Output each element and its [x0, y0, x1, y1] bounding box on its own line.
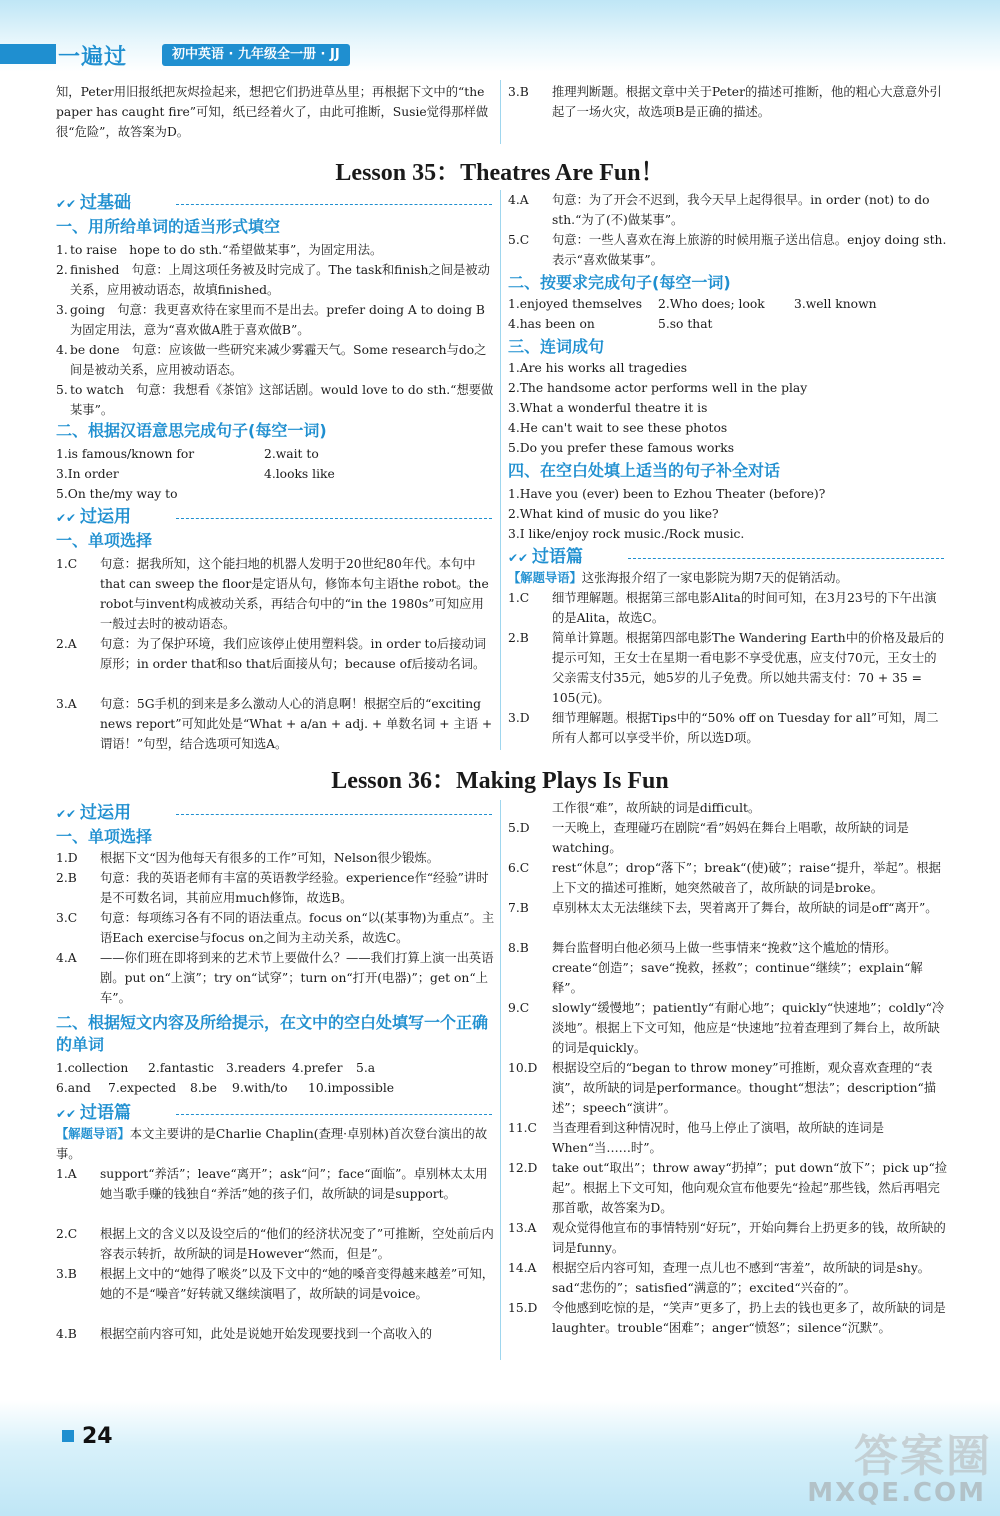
watermark: 答案圈 — [854, 1431, 992, 1482]
right-part2-list — [508, 294, 948, 334]
apply-part1-heading: 一、单项选择 — [56, 531, 153, 550]
l36-guide: 【解题导语】本文主要讲的是Charlie Chaplin(查理·卓别林)首次登台演出的故事。 — [56, 1127, 488, 1161]
section-reading-36: ✔✔ 过语篇 — [56, 1102, 492, 1124]
list-item: 4.has been on — [508, 317, 595, 331]
section-apply: ✔✔ 过运用 — [56, 506, 492, 528]
list-item: 5.so that — [658, 317, 713, 331]
list-item: 3.readers — [226, 1061, 286, 1075]
right-part3-heading: 三、连词成句 — [508, 337, 605, 356]
answer-number: 3.B — [508, 85, 529, 99]
l36-part1-list: 1.D 根据下文“因为他每天有很多的工作”可知，Nelson很少锻炼。 2.B 句意：我的英语老师有丰富的英语教学经验。experience作“经验”讲时是不可数名词，其前应用much修饰，故选B。 3.C 句意：每项练习各有不同的语法重点。focus on“以(某事物)为重点”。主语Each exercise与focus on之间为主动关系，故选C。 4.A ——你们班在即将到来的艺术节上要做什么？——我们打算上演一出英语剧。put on“上演”；try on“试穿”；turn on“打开(电器)”；get on“上车”。 — [56, 851, 495, 1005]
list-item: 3.A 句意：5G手机的到来是多么激动人心的消息啊！根据空后的“exciting news report”可知此处是“What + a/an + adj. + 单数名词 + 主语 + 谓语！”句型，结合选项可知选A。 — [56, 697, 493, 751]
right-apply-list: 4.A 句意：为了开会不迟到，我今天早上起得很早。in order (not) to do sth.“为了(不)做某事”。 5.C 句意：一些人喜欢在海上旅游的时候用瓶子送出信息。enjoy doing sth.表示“喜欢做某事”。 — [508, 193, 947, 267]
header-band — [0, 0, 1000, 72]
page-number: 24 — [82, 1424, 113, 1449]
list-item: 7.expected — [108, 1081, 177, 1095]
list-item: 2.A 句意：为了保护环境，我们应该停止使用塑料袋。in order to后接动词原形；in order that和so that后面接从句；because of后接动名词。 — [56, 637, 487, 671]
part2-heading: 二、根据汉语意思完成句子(每空一词) — [56, 421, 327, 440]
list-item: 1.enjoyed themselves — [508, 297, 643, 311]
list-item: 3.In order — [56, 467, 119, 481]
list-item: 3.I like/enjoy rock music./Rock music. — [508, 527, 745, 541]
right-part4-list — [508, 484, 948, 544]
list-item: 9.with/to — [232, 1081, 288, 1095]
column-divider-2 — [500, 190, 501, 750]
list-item: 1.Are his works all tragedies — [508, 361, 688, 375]
double-arrow-icon: ✔✔ — [508, 551, 529, 565]
double-arrow-icon: ✔✔ — [56, 197, 77, 211]
answer-text: 推理判断题。根据文章中关于Peter的描述可推断，他的粗心大意意外引起了一场火灾，故选项B是正确的描述。 — [552, 85, 942, 119]
list-item: 3.What a wonderful theatre it is — [508, 401, 708, 415]
book-tag: 初中英语 · 九年级全一册 · JJ — [162, 44, 350, 66]
right-part4-heading: 四、在空白处填上适当的句子补全对话 — [508, 461, 781, 480]
list-item: 2.Who does; look — [658, 297, 765, 311]
double-arrow-icon: ✔✔ — [56, 511, 77, 525]
list-item: 5.On the/my way to — [56, 487, 178, 501]
reading-guide: 【解题导语】这张海报介绍了一家电影院为期7天的促销活动。 — [508, 571, 848, 585]
column-divider-1 — [500, 80, 501, 144]
l36-part1-heading: 一、单项选择 — [56, 827, 153, 846]
l36-part2-heading: 二、根据短文内容及所给提示，在文中的空白处填写一个正确的单词 — [56, 1013, 489, 1054]
lesson-36-title: Lesson 36：Making Plays Is Fun — [331, 768, 669, 794]
reading-list: 1.C 细节理解题。根据第三部电影Alita的时间可知，在3月23号的下午出演的是Alita，故选C。 2.B 简单计算题。根据第四部电影The Wandering Earth中的价格及最后的提示可知，王女士在星期一看电影不享受优惠，应支付70元，王女士的父亲需支付35元，她5岁的儿子免费。所以她共需支付：70 + 35 = 105(元)。 3.D 细节理解题。根据Tips中的“50% off on Tuesday for all”可知，周二所有人都可以享受半价，所以选D项。 — [508, 591, 945, 745]
list-item: 4.He can't wait to see these photos — [508, 421, 728, 435]
list-item: 5.a — [356, 1061, 376, 1075]
l36-part2-list — [56, 1058, 496, 1098]
apply-list — [56, 554, 496, 754]
carryover-text: 知，Peter用旧报纸把灰烬捡起来，想把它们扔进草丛里；再根据下文中的“the paper has caught fire”可知，纸已经着火了，由此可推断，Susie觉得那样做很“危险”，故答案为D。 — [56, 85, 489, 139]
part1-list: 1. to raise hope to do sth.“希望做某事”，为固定用法。 2. finished 句意：上周这项任务被及时完成了。The task和finish之间是被动关系，应用被动语态，故填finished。 3. going 句意：我更喜欢待在家里而不是出去。prefer doing A to doing B为固定用法，意为“喜欢做A胜于喜欢做B”。 4. be done 句意：应该做一些研究来减少雾霾天气。Some research与do之间是被动关系，应用被动语态。 5. to watch 句意：我想看《茶馆》这部话剧。would love to do sth.“想要做某事”。 — [56, 243, 494, 417]
lesson-35-title: Lesson 35：Theatres Are Fun！ — [335, 160, 665, 186]
brand-logo: 一遍过 — [58, 45, 128, 70]
double-arrow-icon: ✔✔ — [56, 1107, 77, 1121]
part2-list — [56, 444, 496, 504]
column-divider-3 — [500, 800, 501, 1360]
list-item: 1.Have you (ever) been to Ezhou Theater (before)? — [508, 487, 826, 501]
section-basic: ✔✔ 过基础 — [56, 192, 492, 214]
section-apply-36: ✔✔ 过运用 — [56, 802, 492, 824]
list-item: 4.prefer — [292, 1061, 343, 1075]
part1-heading: 一、用所给单词的适当形式填空 — [56, 217, 281, 236]
double-arrow-icon: ✔✔ — [56, 807, 77, 821]
watermark-url: MXQE.COM — [807, 1478, 986, 1508]
right-part3-list — [508, 358, 948, 458]
page-marker — [62, 1430, 74, 1442]
l36-left-list: 1.A support“养活”；leave“离开”；ask“问”；face“面临”。卓别林太太用她当歌手赚的钱独自“养活”她的孩子们，故所缺的词是support。 2.C 根据上文的含义以及设空后的“他们的经济状况变了”可推断，空处前后内容表示转折，故所缺的词是However“然而，但是”。 3.B 根据上文中的“她得了喉炎”以及下文中的“她的嗓音变得越来越差”可知，她的不是“噪音”好转就又继续演唱了，故所缺的词是voice。 4.B 根据空前内容可知，此处是说她开始发现要找到一个高收入的 — [56, 1167, 495, 1341]
list-item: 2.wait to — [264, 447, 319, 461]
list-item: 1.C 句意：据我所知，这个能扫地的机器人发明于20世纪80年代。本句中that can sweep the floor是定语从句，修饰本句主语the robot。the robot与invent构成被动关系，再结合句中的“in the 1980s”可知应用一般过去时的被动语态。 — [56, 557, 489, 631]
l36-right-lead: 工作很“难”，故所缺的词是difficult。 — [552, 801, 761, 815]
brand-strip — [0, 44, 56, 64]
section-reading: ✔✔ 过语篇 — [508, 546, 944, 568]
list-item: 1.collection — [56, 1061, 129, 1075]
right-part2-heading: 二、按要求完成句子(每空一词) — [508, 273, 731, 292]
list-item: 2.The handsome actor performs well in the play — [508, 381, 808, 395]
list-item: 6.and — [56, 1081, 91, 1095]
list-item: 3.well known — [794, 297, 877, 311]
list-item: 8.be — [190, 1081, 217, 1095]
list-item: 4.looks like — [264, 467, 335, 481]
list-item: 2.What kind of music do you like? — [508, 507, 719, 521]
list-item: 2.fantastic — [148, 1061, 214, 1075]
list-item: 5.Do you prefer these famous works — [508, 441, 735, 455]
list-item: 1.is famous/known for — [56, 447, 195, 461]
list-item: 10.impossible — [308, 1081, 395, 1095]
l36-right-list: 5.D 一天晚上，查理碰巧在剧院“看”妈妈在舞台上唱歌，故所缺的词是watching。 6.C rest“休息”；drop“落下”；break“(使)破”；raise“提升，举起”。根据上下文的描述可推断，她突然破音了，故所缺的词是broke。 7.B 卓别林太太无法继续下去，哭着离开了舞台，故所缺的词是off“离开”。 8.B 舞台监督明白他必须马上做一些事情来“挽救”这个尴尬的情形。create“创造”；save“挽救，拯救”；continue“继续”；explain“解释”。 9.C slowly“缓慢地”；patiently“有耐心地”；quickly“快速地”；coldly“冷淡地”。根据上下文可知，他应是“快速地”拉着查理到了舞台上，故所缺的词是quickly。 10.D 根据设空后的“began to throw money”可推断，观众喜欢查理的“表演”，故所缺的词是performance。thought“想法”；description“描述”；speech“演讲”。 11.C 当查理看到这种情况时，他马上停止了演唱，故所缺的连词是When“当……时”。 12.D take out“取出”；throw away“扔掉”；put down“放下”；pick up“捡起”。根据上下文可知，他向观众宣布他要先“捡起”那些钱，然后再唱完那首歌，故答案为D。 13.A 观众觉得他宣布的事情特别“好玩”，开始向舞台上扔更多的钱，故所缺的词是funny。 14.A 根据空后内容可知，查理一点儿也不感到“害羞”，故所缺的词是shy。sad“悲伤的”；satisfied“满意的”；excited“兴奋的”。 15.D 令他感到吃惊的是，“笑声”更多了，扔上去的钱也更多了，故所缺的词是laughter。trouble“困难”；anger“愤怒”；silence“沉默”。 — [508, 821, 948, 1335]
carryover-answer-3 — [508, 82, 948, 124]
